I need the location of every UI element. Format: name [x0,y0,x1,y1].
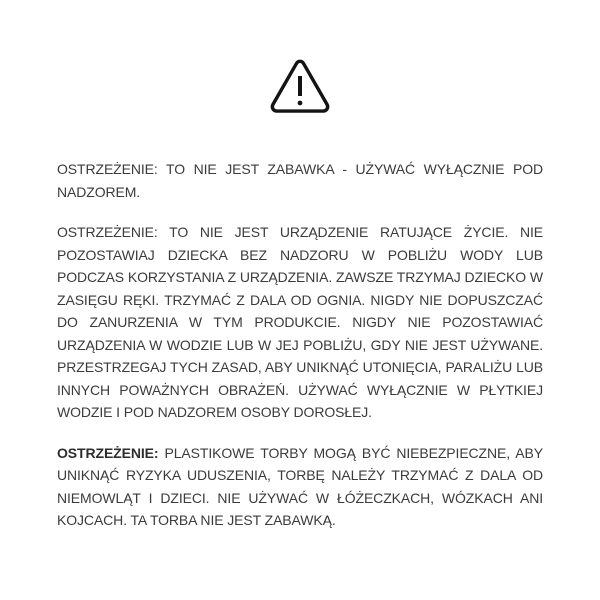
warning-triangle-icon [269,57,331,120]
warning-label-prefix: OSTRZEŻENIE: [57,224,158,240]
warning-paragraph-plastic-bags [57,442,543,532]
warning-text: PLASTIKOWE TORBY MOGĄ BYĆ NIEBEZPIECZNE, ABY UNIKNĄĆ RYZYKA UDUSZENIA, TORBĘ NALEŻY TRZYMAĆ Z DALA OD NIEMOWLĄT I DZIECI. NIE UŻYWAĆ W ŁÓŻECZKACH, WÓZKACH ANI KOJCACH. TA TORBA NIE JEST ZABAWKĄ. [57,444,543,528]
warning-text: TO NIE JEST ZABAWKA - UŻYWAĆ WYŁĄCZNIE POD NADZOREM. [57,161,543,200]
warning-label-prefix: OSTRZEŻENIE: [57,444,159,461]
warning-icon-row [57,57,543,120]
warning-paragraph-water-safety [57,221,543,424]
warning-text: TO NIE JEST URZĄDZENIE RATUJĄCE ŻYCIE. NIE POZOSTAWIAJ DZIECKA BEZ NADZORU W POBLIŻU WODY LUB PODCZAS KORZYSTANIA Z URZĄDZENIA. ZAWSZE TRZYMAJ DZIECKO W ZASIĘGU RĘKI. TRZYMAĆ Z DALA OD OGNIA. NIGDY NIE DOPUSZCZAĆ DO ZANURZENIA W TYM PRODUKCIE. NIGDY NIE POZOSTAWIAĆ URZĄDZENIA W WODZIE LUB W JEJ POBLIŻU, GDY NIE JEST UŻYWANE. PRZESTRZEGAJ TYCH ZASAD, ABY UNIKNĄĆ UTONIĘCIA, PARALIŻU LUB INNYCH POWAŻNYCH OBRAŻEŃ. UŻYWAĆ WYŁĄCZNIE W PŁYTKIEJ WODZIE I POD NADZOREM OSOBY DOROSŁEJ. [57,224,543,420]
warning-paragraph-toy [57,158,543,203]
warning-label-prefix: OSTRZEŻENIE: [57,161,158,177]
